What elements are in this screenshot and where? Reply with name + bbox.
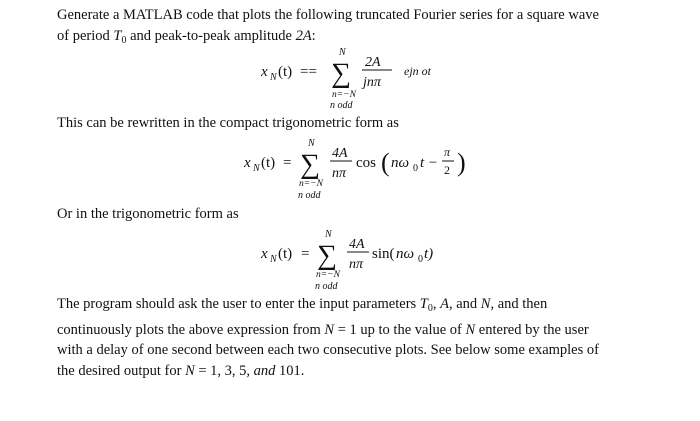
trig-text: Or in the trigonometric form as — [57, 206, 239, 222]
eq3-lhs-arg: (t) — [278, 246, 293, 262]
eq3-condition: n odd — [315, 281, 338, 292]
eq2-lower-limit: n=−N — [299, 179, 323, 189]
eq2-paren-open: ( — [381, 148, 390, 177]
equation-sine — [0, 227, 700, 300]
eq3-relation: = — [301, 246, 310, 262]
eq2-denominator: nπ — [332, 166, 347, 181]
eq2-condition: n odd — [298, 190, 321, 201]
eq2-phase-num: π — [444, 145, 451, 159]
eq2-sigma: ∑ — [300, 149, 320, 180]
eq1-lhs: x — [261, 64, 268, 80]
program-line-1: The program should ask the user to enter the input parameters $T_0$, A, and N, and then — [57, 296, 548, 314]
eq1-numerator: 2A — [365, 55, 381, 70]
eq2-arg-sub: 0 — [413, 163, 418, 174]
rewrite-text: This can be rewritten in the compact trigonometric form as — [57, 115, 399, 131]
equation-cosine — [0, 136, 700, 209]
program-line-3: with a delay of one second between each two consecutive plots. See below some examples of — [57, 342, 599, 358]
eq1-lhs-sub: N — [270, 72, 277, 83]
eq3-sigma: ∑ — [317, 240, 337, 271]
eq2-numerator: 4A — [332, 146, 348, 161]
eq2-func: cos — [356, 155, 376, 171]
program-line-2: continuously plots the above expression from N = 1 up to the value of N entered by the user — [57, 321, 589, 338]
intro-line-2: of period $T_0$ and peak-to-peak amplitude 2A: — [57, 27, 316, 46]
eq1-upper-limit: N — [339, 47, 346, 58]
eq2-arg-t: t − — [420, 155, 439, 171]
equation-exponential — [0, 45, 700, 118]
eq1-lhs-arg: (t) — [278, 64, 293, 80]
eq3-arg-sub: 0 — [418, 254, 423, 265]
eq2-lhs-sub: N — [253, 163, 260, 174]
intro-line-1: Generate a MATLAB code that plots the following truncated Fourier series for a square wave — [57, 7, 599, 23]
eq3-lhs: x — [261, 246, 268, 262]
eq3-func: sin( — [372, 246, 395, 262]
eq1-lower-limit: n=−N — [332, 90, 356, 100]
eq3-lower-limit: n=−N — [316, 270, 340, 280]
eq3-numerator: 4A — [349, 237, 365, 252]
eq2-lhs-arg: (t) — [261, 155, 276, 171]
eq1-exponential: ejn ot — [404, 64, 431, 78]
program-paragraph — [57, 294, 599, 381]
eq3-arg-main: nω — [396, 246, 415, 262]
eq2-phase-den: 2 — [444, 163, 450, 177]
eq2-paren-close: ) — [457, 148, 466, 177]
eq3-denominator: nπ — [349, 257, 364, 272]
eq1-denominator: jnπ — [363, 75, 381, 90]
eq2-lhs: x — [244, 155, 251, 171]
eq1-condition: n odd — [330, 100, 353, 111]
eq2-arg-main: nω — [391, 155, 410, 171]
eq3-arg-end: t) — [424, 246, 434, 262]
eq1-relation: == — [300, 64, 317, 80]
eq1-sigma: ∑ — [331, 58, 351, 89]
eq2-upper-limit: N — [308, 138, 315, 149]
eq3-lhs-sub: N — [270, 254, 277, 265]
program-line-4: the desired output for N = 1, 3, 5, and 101. — [57, 362, 305, 379]
eq2-relation: = — [283, 155, 292, 171]
eq3-upper-limit: N — [325, 229, 332, 240]
